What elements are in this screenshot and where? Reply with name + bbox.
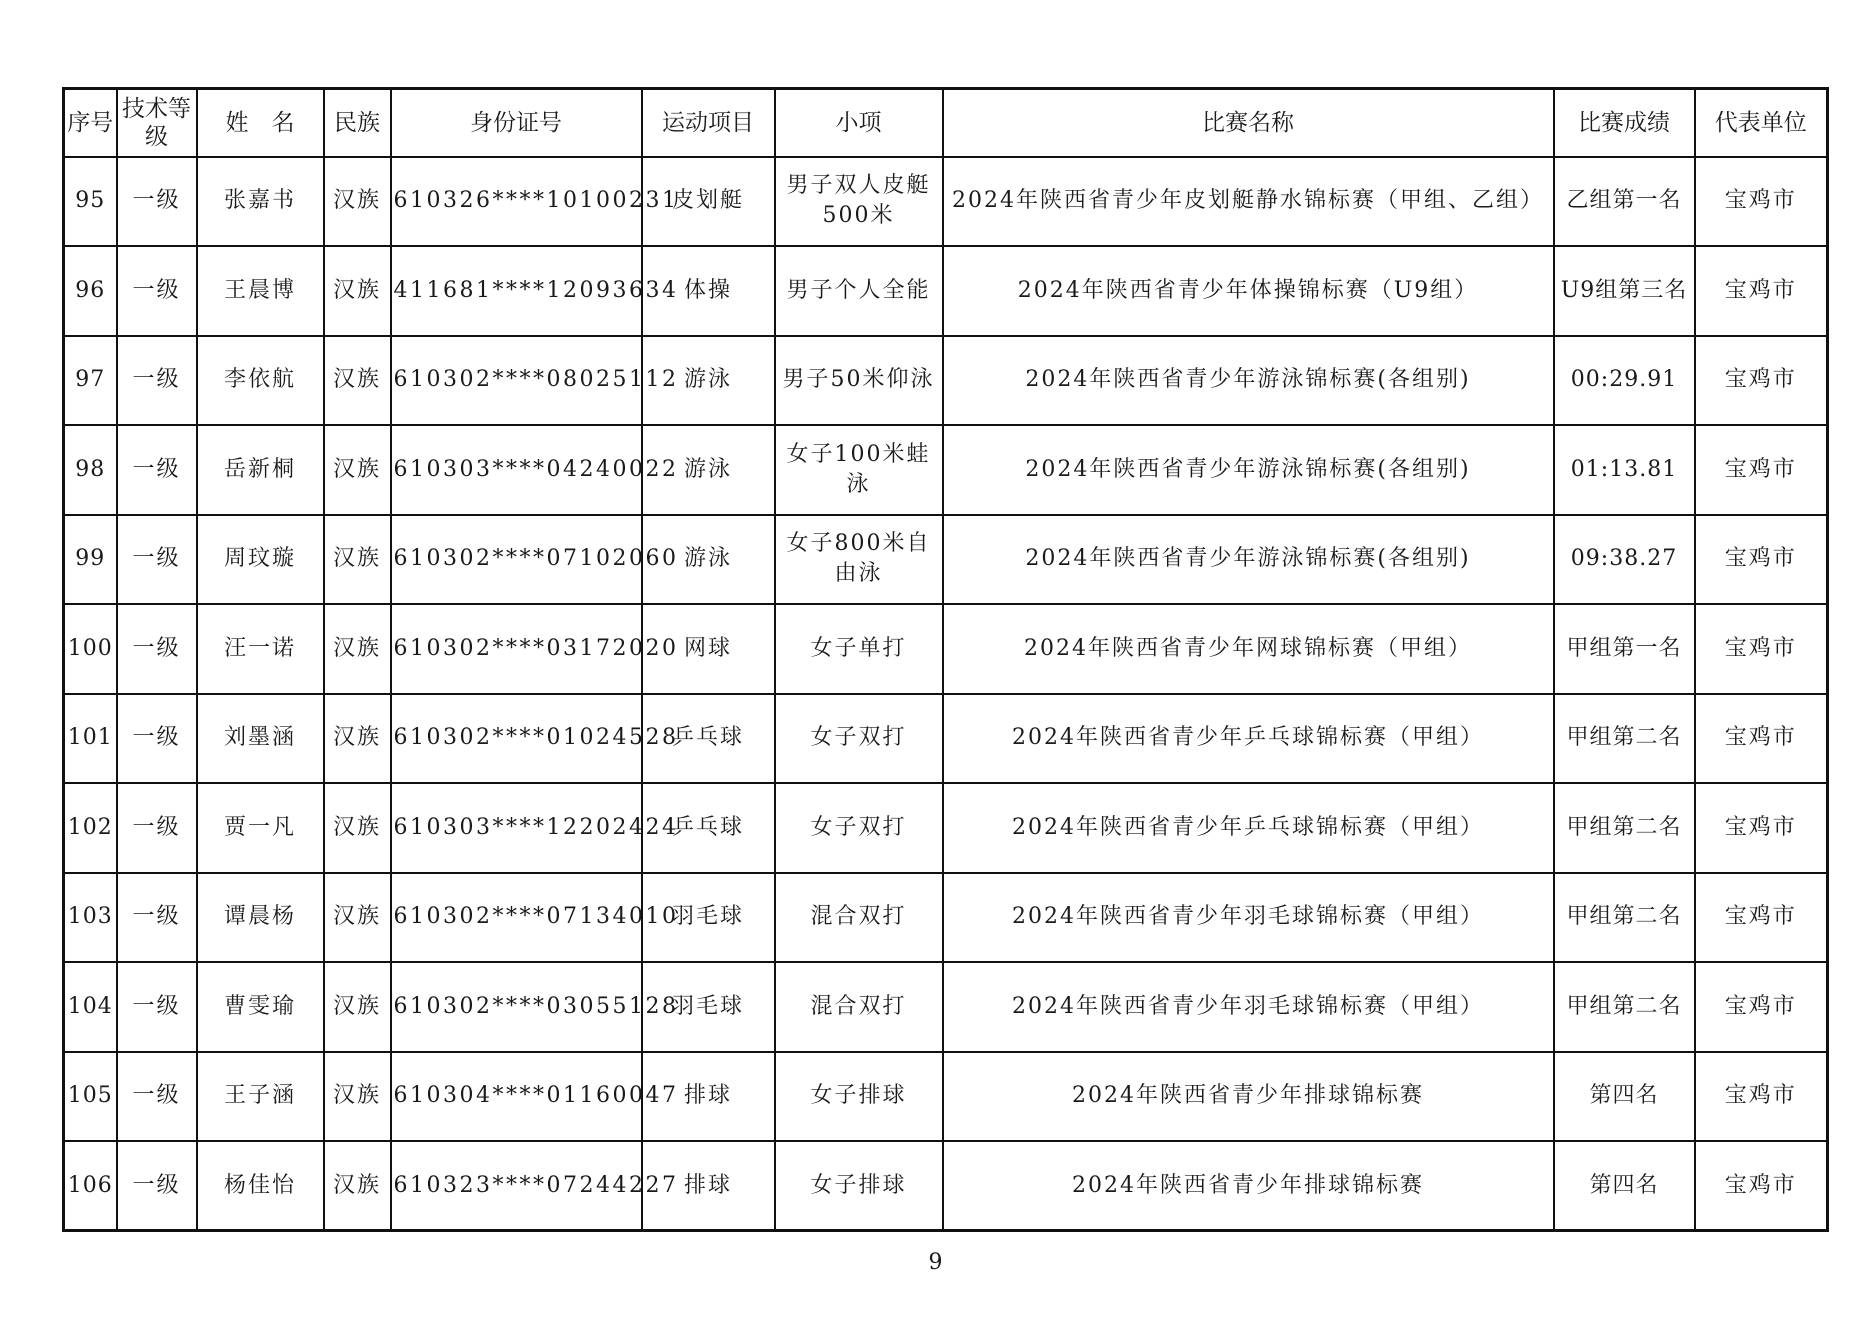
cell-competition: 2024年陕西省青少年羽毛球锦标赛（甲组） xyxy=(943,873,1554,963)
cell-level: 一级 xyxy=(117,604,197,694)
cell-sport: 乒乓球 xyxy=(642,694,775,784)
table-row xyxy=(64,336,1828,426)
cell-event: 女子双打 xyxy=(775,783,943,873)
page-number: 9 xyxy=(928,1250,943,1275)
cell-sport: 乒乓球 xyxy=(642,783,775,873)
table-row xyxy=(64,425,1828,515)
cell-competition: 2024年陕西省青少年羽毛球锦标赛（甲组） xyxy=(943,962,1554,1052)
cell-competition: 2024年陕西省青少年网球锦标赛（甲组） xyxy=(943,604,1554,694)
header-ethnicity: 民族 xyxy=(324,89,391,157)
cell-ethnicity: 汉族 xyxy=(324,604,391,694)
cell-level: 一级 xyxy=(117,425,197,515)
cell-event: 男子双人皮艇500米 xyxy=(775,157,943,247)
header-competition: 比赛名称 xyxy=(943,89,1554,157)
cell-name: 杨佳怡 xyxy=(197,1141,324,1231)
cell-name: 周玟璇 xyxy=(197,515,324,605)
cell-name: 谭晨杨 xyxy=(197,873,324,963)
cell-competition: 2024年陕西省青少年皮划艇静水锦标赛（甲组、乙组） xyxy=(943,157,1554,247)
cell-seq: 105 xyxy=(64,1052,117,1142)
cell-name: 王子涵 xyxy=(197,1052,324,1142)
cell-unit: 宝鸡市 xyxy=(1695,962,1828,1052)
table-body xyxy=(64,157,1828,1231)
cell-result: 甲组第二名 xyxy=(1554,873,1695,963)
table-row xyxy=(64,873,1828,963)
cell-level: 一级 xyxy=(117,783,197,873)
cell-ethnicity: 汉族 xyxy=(324,962,391,1052)
cell-unit: 宝鸡市 xyxy=(1695,1052,1828,1142)
cell-result: 00:29.91 xyxy=(1554,336,1695,426)
cell-event: 女子排球 xyxy=(775,1052,943,1142)
cell-event: 女子单打 xyxy=(775,604,943,694)
header-id-number: 身份证号 xyxy=(391,89,642,157)
cell-competition: 2024年陕西省青少年游泳锦标赛(各组别) xyxy=(943,336,1554,426)
cell-sport: 羽毛球 xyxy=(642,873,775,963)
cell-event: 女子100米蛙泳 xyxy=(775,425,943,515)
table-row xyxy=(64,783,1828,873)
cell-ethnicity: 汉族 xyxy=(324,246,391,336)
cell-seq: 102 xyxy=(64,783,117,873)
cell-sport: 游泳 xyxy=(642,515,775,605)
cell-id-number: 610304****01160047 xyxy=(391,1052,642,1142)
cell-result: 乙组第一名 xyxy=(1554,157,1695,247)
cell-unit: 宝鸡市 xyxy=(1695,783,1828,873)
header-result: 比赛成绩 xyxy=(1554,89,1695,157)
cell-result: U9组第三名 xyxy=(1554,246,1695,336)
cell-unit: 宝鸡市 xyxy=(1695,1141,1828,1231)
cell-ethnicity: 汉族 xyxy=(324,515,391,605)
cell-sport: 皮划艇 xyxy=(642,157,775,247)
cell-event: 混合双打 xyxy=(775,962,943,1052)
cell-sport: 排球 xyxy=(642,1052,775,1142)
cell-name: 王晨博 xyxy=(197,246,324,336)
cell-ethnicity: 汉族 xyxy=(324,1052,391,1142)
cell-level: 一级 xyxy=(117,1052,197,1142)
cell-id-number: 610302****07102060 xyxy=(391,515,642,605)
header-seq: 序号 xyxy=(64,89,117,157)
cell-sport: 网球 xyxy=(642,604,775,694)
cell-sport: 羽毛球 xyxy=(642,962,775,1052)
cell-event: 男子50米仰泳 xyxy=(775,336,943,426)
cell-seq: 100 xyxy=(64,604,117,694)
cell-seq: 98 xyxy=(64,425,117,515)
cell-result: 甲组第二名 xyxy=(1554,694,1695,784)
cell-event: 混合双打 xyxy=(775,873,943,963)
cell-sport: 游泳 xyxy=(642,425,775,515)
cell-ethnicity: 汉族 xyxy=(324,694,391,784)
cell-result: 甲组第二名 xyxy=(1554,783,1695,873)
table-row xyxy=(64,1141,1828,1231)
cell-level: 一级 xyxy=(117,157,197,247)
cell-name: 贾一凡 xyxy=(197,783,324,873)
cell-level: 一级 xyxy=(117,515,197,605)
header-row xyxy=(64,89,1828,157)
table-row xyxy=(64,962,1828,1052)
cell-id-number: 610302****03172020 xyxy=(391,604,642,694)
cell-event: 女子排球 xyxy=(775,1141,943,1231)
cell-seq: 99 xyxy=(64,515,117,605)
header-event: 小项 xyxy=(775,89,943,157)
cell-competition: 2024年陕西省青少年排球锦标赛 xyxy=(943,1141,1554,1231)
table-row xyxy=(64,515,1828,605)
cell-id-number: 610302****03055128 xyxy=(391,962,642,1052)
cell-seq: 106 xyxy=(64,1141,117,1231)
athlete-roster-table xyxy=(62,87,1829,1232)
cell-competition: 2024年陕西省青少年游泳锦标赛(各组别) xyxy=(943,515,1554,605)
cell-competition: 2024年陕西省青少年乒乓球锦标赛（甲组） xyxy=(943,783,1554,873)
cell-level: 一级 xyxy=(117,246,197,336)
cell-sport: 排球 xyxy=(642,1141,775,1231)
cell-unit: 宝鸡市 xyxy=(1695,694,1828,784)
cell-name: 张嘉书 xyxy=(197,157,324,247)
cell-level: 一级 xyxy=(117,336,197,426)
cell-seq: 104 xyxy=(64,962,117,1052)
cell-unit: 宝鸡市 xyxy=(1695,604,1828,694)
cell-result: 01:13.81 xyxy=(1554,425,1695,515)
cell-seq: 103 xyxy=(64,873,117,963)
cell-id-number: 610302****08025112 xyxy=(391,336,642,426)
table-row xyxy=(64,1052,1828,1142)
cell-name: 汪一诺 xyxy=(197,604,324,694)
header-level: 技术等级 xyxy=(117,89,197,157)
cell-ethnicity: 汉族 xyxy=(324,336,391,426)
cell-id-number: 610326****10100231 xyxy=(391,157,642,247)
cell-level: 一级 xyxy=(117,962,197,1052)
cell-event: 男子个人全能 xyxy=(775,246,943,336)
cell-name: 岳新桐 xyxy=(197,425,324,515)
cell-level: 一级 xyxy=(117,1141,197,1231)
cell-name: 李依航 xyxy=(197,336,324,426)
cell-seq: 95 xyxy=(64,157,117,247)
cell-sport: 游泳 xyxy=(642,336,775,426)
cell-level: 一级 xyxy=(117,694,197,784)
cell-id-number: 610303****12202424 xyxy=(391,783,642,873)
cell-unit: 宝鸡市 xyxy=(1695,515,1828,605)
cell-unit: 宝鸡市 xyxy=(1695,157,1828,247)
cell-ethnicity: 汉族 xyxy=(324,157,391,247)
table-row xyxy=(64,604,1828,694)
table-header xyxy=(64,89,1828,157)
cell-seq: 96 xyxy=(64,246,117,336)
cell-unit: 宝鸡市 xyxy=(1695,336,1828,426)
cell-result: 甲组第一名 xyxy=(1554,604,1695,694)
cell-result: 第四名 xyxy=(1554,1141,1695,1231)
cell-ethnicity: 汉族 xyxy=(324,873,391,963)
cell-sport: 体操 xyxy=(642,246,775,336)
header-unit: 代表单位 xyxy=(1695,89,1828,157)
table-row xyxy=(64,157,1828,247)
cell-event: 女子双打 xyxy=(775,694,943,784)
cell-unit: 宝鸡市 xyxy=(1695,246,1828,336)
cell-id-number: 610323****07244227 xyxy=(391,1141,642,1231)
cell-name: 刘墨涵 xyxy=(197,694,324,784)
header-name: 姓 名 xyxy=(197,89,324,157)
cell-result: 09:38.27 xyxy=(1554,515,1695,605)
cell-result: 甲组第二名 xyxy=(1554,962,1695,1052)
cell-competition: 2024年陕西省青少年排球锦标赛 xyxy=(943,1052,1554,1142)
cell-id-number: 411681****12093634 xyxy=(391,246,642,336)
cell-id-number: 610303****04240022 xyxy=(391,425,642,515)
cell-seq: 97 xyxy=(64,336,117,426)
cell-level: 一级 xyxy=(117,873,197,963)
cell-unit: 宝鸡市 xyxy=(1695,873,1828,963)
cell-name: 曹雯瑜 xyxy=(197,962,324,1052)
table-row xyxy=(64,246,1828,336)
cell-ethnicity: 汉族 xyxy=(324,425,391,515)
cell-id-number: 610302****01024528 xyxy=(391,694,642,784)
cell-unit: 宝鸡市 xyxy=(1695,425,1828,515)
cell-result: 第四名 xyxy=(1554,1052,1695,1142)
table-row xyxy=(64,694,1828,784)
cell-event: 女子800米自由泳 xyxy=(775,515,943,605)
cell-seq: 101 xyxy=(64,694,117,784)
cell-id-number: 610302****07134010 xyxy=(391,873,642,963)
cell-ethnicity: 汉族 xyxy=(324,1141,391,1231)
cell-competition: 2024年陕西省青少年乒乓球锦标赛（甲组） xyxy=(943,694,1554,784)
cell-competition: 2024年陕西省青少年体操锦标赛（U9组） xyxy=(943,246,1554,336)
cell-ethnicity: 汉族 xyxy=(324,783,391,873)
cell-competition: 2024年陕西省青少年游泳锦标赛(各组别) xyxy=(943,425,1554,515)
header-sport: 运动项目 xyxy=(642,89,775,157)
